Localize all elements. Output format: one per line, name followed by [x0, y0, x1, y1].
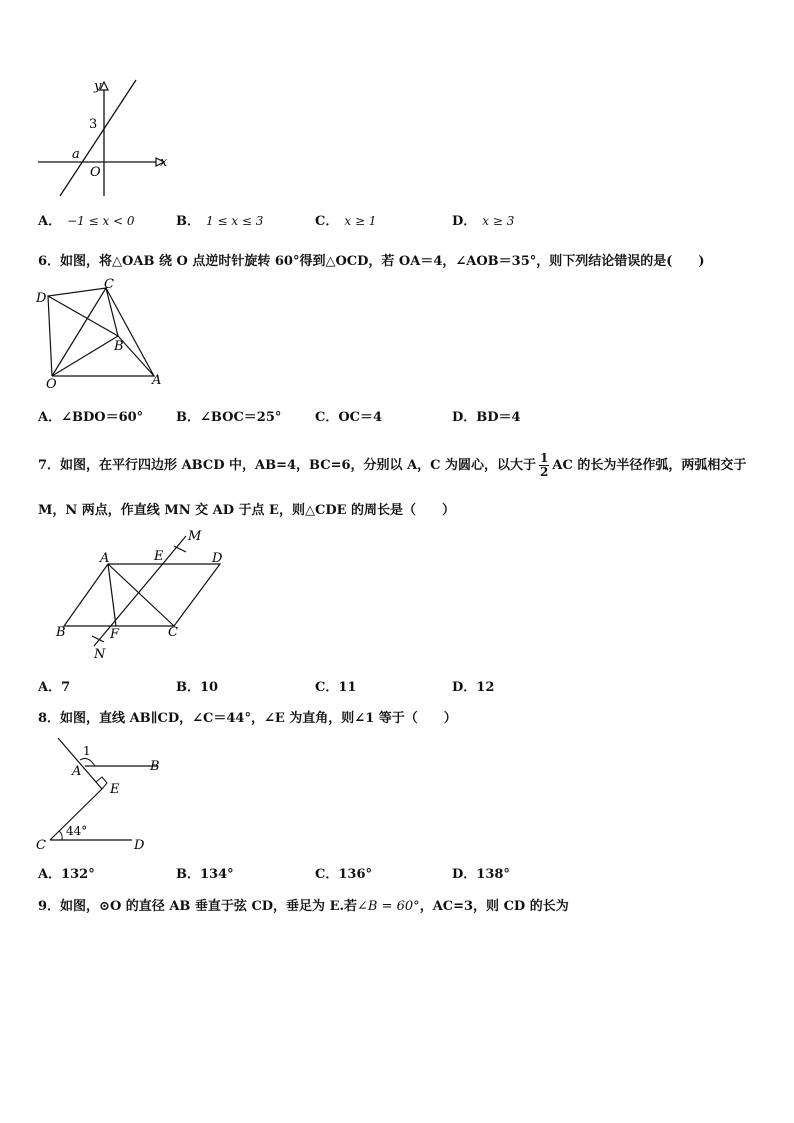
label-b: B: [56, 625, 66, 640]
q5-option-d[interactable]: D． 𝑥 ≥ 3: [452, 214, 515, 229]
label-c: C: [36, 838, 46, 853]
label-c: C: [168, 625, 178, 640]
label-m: M: [188, 529, 202, 544]
q7-stem-part1: 7．如图，在平行四边形 ABCD 中，AB=4，BC=6，分别以 A，C 为圆心，以大于: [38, 458, 537, 473]
label-f: F: [110, 627, 120, 642]
angle-44-label: 44°: [66, 824, 88, 838]
segment-af: [108, 564, 116, 626]
origin-label: O: [90, 165, 101, 180]
q7-fraction: [539, 452, 549, 479]
q9-stem: [38, 895, 569, 914]
q7-option-d[interactable]: D．12: [452, 680, 495, 695]
q9-stem-part1: 9．如图，⊙O 的直径 AB 垂直于弦 CD，垂足为 E.若: [38, 899, 358, 914]
segment-ca: [106, 288, 154, 376]
label-b: B: [150, 759, 160, 774]
parallelogram-abcd: [64, 564, 220, 626]
y-axis-label: y: [94, 79, 102, 94]
q7-stem-line2: M，N 两点，作直线 MN 交 AD 于点 E，则△CDE 的周长是（ ）: [38, 503, 456, 518]
q6-stem: 6．如图，将△OAB 绕 O 点逆时针旋转 60°得到△OCD，若 OA＝4，∠AOB＝35°，则下列结论错误的是( ): [38, 254, 705, 269]
x-axis-label: x: [160, 155, 168, 170]
angle-c-arc: [59, 831, 62, 840]
q6-option-a[interactable]: A．∠BDO＝60°: [38, 410, 144, 425]
q7-option-c[interactable]: C．11: [315, 680, 357, 695]
label-c: C: [104, 278, 114, 292]
q8-option-d[interactable]: D．138°: [452, 867, 510, 882]
tick-a-label: a: [72, 147, 80, 162]
q7-option-b[interactable]: B．10: [176, 680, 219, 695]
label-a: A: [152, 373, 162, 388]
q6-figure: [34, 278, 166, 390]
q7-stem-line1: [38, 452, 746, 479]
q6-option-b[interactable]: B．∠BOC＝25°: [176, 410, 282, 425]
label-n: N: [94, 647, 106, 662]
triangle-oab: [52, 336, 154, 376]
label-d: D: [212, 551, 223, 566]
q6-option-c[interactable]: C．OC＝4: [315, 410, 383, 425]
right-angle-mark: [96, 777, 107, 789]
label-o: O: [46, 377, 57, 390]
label-e: E: [154, 549, 164, 564]
q8-option-c[interactable]: C．136°: [315, 867, 372, 882]
fraction-numerator: 1: [540, 451, 549, 465]
q5-option-b[interactable]: B． 1 ≤ 𝑥 ≤ 3: [176, 214, 264, 229]
q7-figure: [50, 526, 240, 662]
q8-option-b[interactable]: B．134°: [176, 867, 234, 882]
q5-graph: [30, 74, 180, 204]
q9-math-angle: ∠B = 60°: [357, 899, 420, 914]
label-1: 1: [83, 744, 91, 758]
fraction-denominator: 2: [540, 465, 549, 479]
q5-option-a[interactable]: A． −1 ≤ 𝑥 < 0: [38, 214, 135, 229]
label-e: E: [110, 782, 120, 797]
q7-option-a[interactable]: A．7: [38, 680, 71, 695]
tick-3-label: 3: [89, 117, 98, 132]
q6-option-d[interactable]: D．BD＝4: [452, 410, 521, 425]
q8-figure: [30, 733, 160, 855]
q5-option-c[interactable]: C． 𝑥 ≥ 1: [315, 214, 377, 229]
q7-stem-part2: AC 的长为半径作弧，两弧相交于: [552, 458, 747, 473]
label-d: D: [134, 838, 145, 853]
angle-1-arc: [80, 758, 95, 766]
label-a: A: [100, 551, 110, 566]
segment-db: [48, 296, 118, 336]
q9-stem-part2: ，AC=3，则 CD 的长为: [419, 899, 569, 914]
label-d: D: [36, 291, 47, 306]
label-a: A: [72, 764, 82, 779]
label-b: B: [114, 339, 124, 354]
q8-option-a[interactable]: A．132°: [38, 867, 95, 882]
q8-stem: 8．如图，直线 AB∥CD，∠C＝44°，∠E 为直角，则∠1 等于（ ）: [38, 711, 457, 726]
segment-cb: [106, 288, 118, 336]
